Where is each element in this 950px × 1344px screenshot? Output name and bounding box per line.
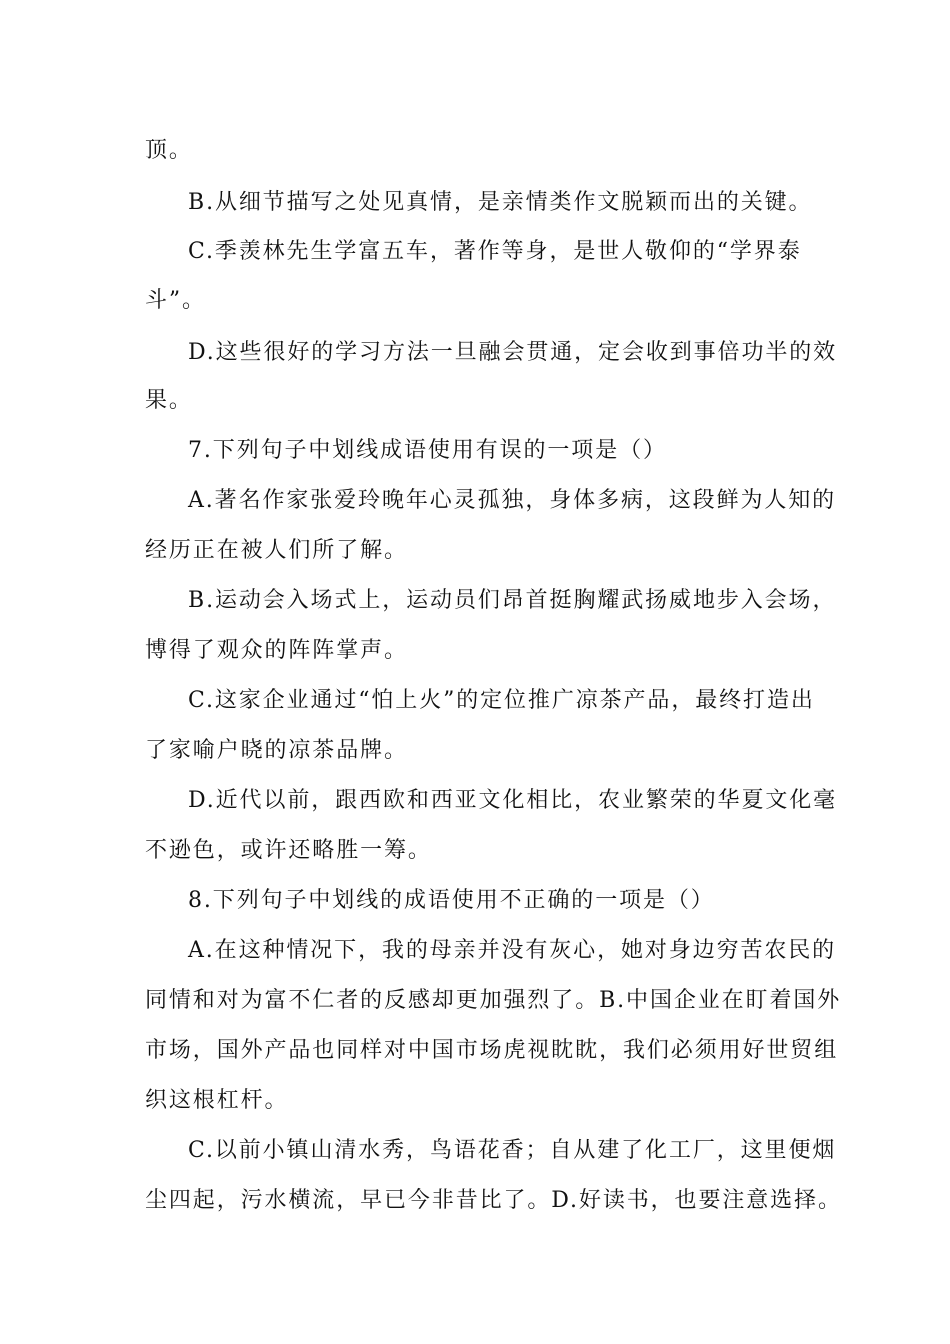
question-heading: 8.下列句子中划线的成语使用不正确的一项是（） bbox=[188, 888, 715, 913]
text-line: 了家喻户晓的凉茶品牌。 bbox=[145, 738, 408, 763]
text-line: C.以前小镇山清水秀，鸟语花香；自从建了化工厂，这里便烟 bbox=[188, 1138, 837, 1163]
text-line: 尘四起，污水横流，早已今非昔比了。D.好读书，也要注意选择。 bbox=[145, 1188, 842, 1213]
text-line: D.近代以前，跟西欧和西亚文化相比，农业繁荣的华夏文化毫 bbox=[188, 788, 838, 813]
text-line: C.季羡林先生学富五车，著作等身，是世人敬仰的“学界泰 bbox=[188, 239, 802, 264]
text-line: 博得了观众的阵阵掌声。 bbox=[145, 638, 408, 663]
text-line: 同情和对为富不仁者的反感却更加强烈了。B.中国企业在盯着国外 bbox=[145, 988, 842, 1013]
text-line: 市场，国外产品也同样对中国市场虎视眈眈，我们必须用好世贸组 bbox=[145, 1038, 839, 1063]
text-line: A.在这种情况下，我的母亲并没有灰心，她对身边穷苦农民的 bbox=[188, 938, 837, 963]
text-line: B.运动会入场式上，运动员们昂首挺胸耀武扬威地步入会场， bbox=[188, 588, 837, 613]
question-heading: 7.下列句子中划线成语使用有误的一项是（） bbox=[188, 438, 667, 463]
text-line: 织这根杠杆。 bbox=[145, 1088, 289, 1113]
text-line: C.这家企业通过“怕上火”的定位推广凉茶产品，最终打造出 bbox=[188, 688, 815, 713]
text-line: 顶。 bbox=[145, 138, 193, 163]
text-line: 不逊色，或许还略胜一筹。 bbox=[145, 838, 432, 863]
text-line: 果。 bbox=[145, 388, 193, 413]
text-line: 经历正在被人们所了解。 bbox=[145, 538, 408, 563]
text-line: A.著名作家张爱玲晚年心灵孤独，身体多病，这段鲜为人知的 bbox=[188, 488, 837, 513]
text-line: 斗”。 bbox=[145, 288, 206, 313]
text-line: D.这些很好的学习方法一旦融会贯通，定会收到事倍功半的效 bbox=[188, 340, 838, 365]
text-line: B.从细节描写之处见真情，是亲情类作文脱颖而出的关键。 bbox=[188, 190, 813, 215]
